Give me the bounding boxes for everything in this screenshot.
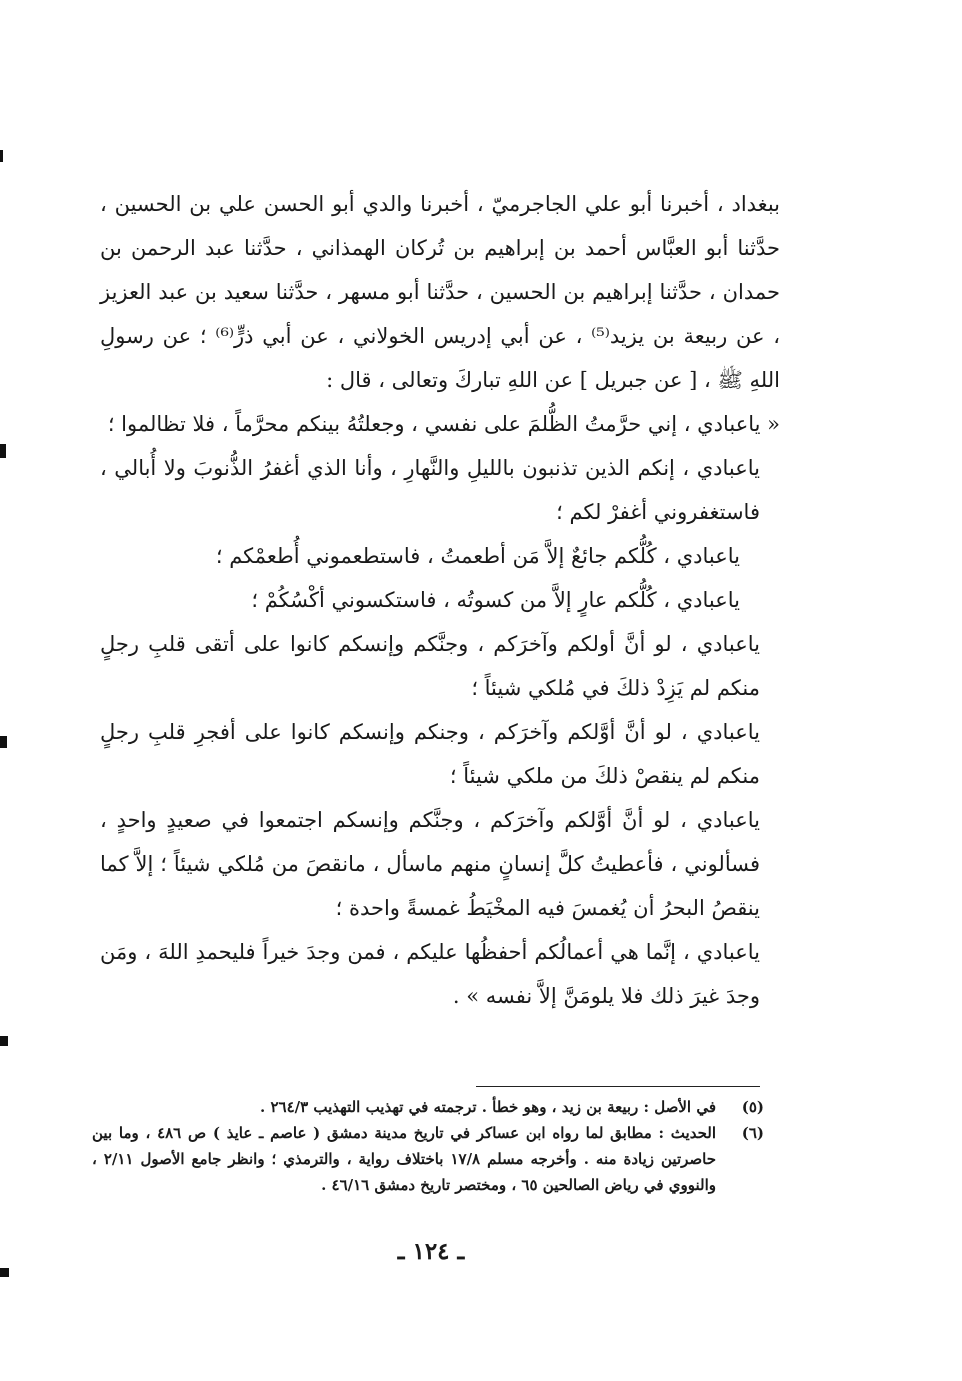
scan-edge-mark (0, 736, 7, 748)
hadith-paragraph: ياعبادي ، كُلُّكم عارٍ إلاَّ من كسوتُه ، فاستكسوني أكْسُكُمْ ؛ (251, 588, 740, 612)
main-text (100, 182, 780, 1018)
footnote-separator (476, 1086, 760, 1087)
footnote-6 (92, 1120, 764, 1198)
hadith-paragraph: ياعبادي ، إنَّما هي أعمالُكم أحفظُها عليكم ، فمن وجدَ خيراً فليحمدِ اللهَ ، ومَن وجدَ غيرَ ذلك فلا يلومَنَّ إلاَّ نفسه » . (100, 940, 760, 1008)
scan-edge-mark (0, 1268, 9, 1277)
page-number: ـ ١٢٤ ـ (397, 1238, 465, 1265)
footnote-text: الحديث : مطابق لما رواه ابن عساكر في تاريخ مدينة دمشق ( عاصم ـ عايذ ) ص ٤٨٦ ، وما بين حاصرتين زيادة منه . وأخرجه مسلم ١٧/٨ باختلاف رواية ، والترمذي ؛ وانظر جامع الأصول ٢/١١ ، والنووي في رياض الصالحين ٦٥ ، ومختصر تاريخ دمشق ٤٦/١٦ . (92, 1124, 716, 1194)
isnad-paragraph: ببغداد ، أخبرنا أبو علي الجاجرميّ ، أخبرنا والدي أبو الحسن علي بن الحسين ، حدَّثنا أبو العبَّاس أحمد بن إبراهيم بن تُركان الهمذاني ، حدَّثنا عبد الرحمن بن حمدان ، حدَّثنا إبراهيم بن الحسين ، حدَّثنا أبو مسهر ، حدَّثنا سعيد بن عبد العزيز ، عن ربيعة بن يزيد⁽⁵⁾ ، عن أبي إدريس الخولاني ، عن أبي ذرٍّ⁽⁶⁾ ؛ عن رسولِ اللهِ ﷺ ، [ عن جبريل ] عن اللهِ تباركَ وتعالى ، قال : (100, 192, 781, 392)
hadith-paragraph: « ياعبادي ، إني حرَّمتُ الظُّلمَ على نفسي ، وجعلتُهُ بينكم محرَّماً ، فلا تظالموا ؛ (107, 412, 780, 436)
footnotes (92, 1094, 764, 1198)
footnote-5 (92, 1094, 764, 1120)
footnote-number: (٥) (741, 1098, 764, 1116)
footnote-text: في الأصل : ربيعة بن زيد ، وهو خطأ . ترجمته في تهذيب التهذيب ٢٦٤/٣ . (260, 1098, 716, 1116)
footnote-number: (٦) (741, 1124, 764, 1142)
hadith-paragraph: ياعبادي ، لو أنَّ أوَّلكم وآخرَكم ، وجنكم وإنسكم كانوا على أفجرِ قلبِ رجلٍ منكم لم ينقصْ ذلكَ من ملكي شيئاً ؛ (100, 720, 760, 788)
scan-edge-mark (0, 150, 3, 162)
scan-edge-mark (0, 444, 6, 458)
hadith-paragraph: ياعبادي ، لو أنَّ أوَّلكم وآخرَكم ، وجنَّكم وإنسكم اجتمعوا في صعيدٍ واحدٍ ، فسألوني ، فأعطيتُ كلَّ إنسانٍ منهم ماسأل ، مانقصَ من مُلكي شيئاً ؛ إلاَّ كما ينقصُ البحرُ أن يُغمسَ فيه المخْيَطُ غمسةً واحدة ؛ (100, 808, 760, 920)
hadith-paragraph: ياعبادي ، إنكم الذين تذنبون بالليلِ والنَّهارِ ، وأنا الذي أغفرُ الذُّنوبَ ولا أُبالي ، فاستغفروني أغفرْ لكم ؛ (100, 456, 760, 524)
hadith-paragraph: ياعبادي ، لو أنَّ أولكم وآخرَكم ، وجنَّكم وإنسكم كانوا على أتقى قلبِ رجلٍ منكم لم يَزِدْ ذلكَ في مُلكي شيئاً ؛ (100, 632, 760, 700)
scan-edge-mark (0, 1036, 8, 1046)
hadith-paragraph: ياعبادي ، كُلُّكم جائعٌ إلاَّ مَن أطعمتُ ، فاستطعموني أُطعمْكم ؛ (215, 544, 740, 568)
